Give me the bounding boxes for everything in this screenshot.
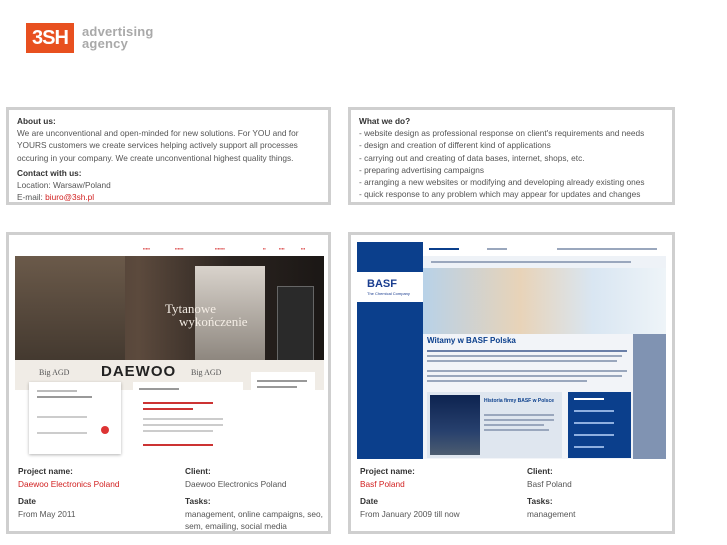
- project-card-basf[interactable]: [348, 232, 675, 534]
- daewoo-hero-heading: Tytanowe wykończenie: [165, 301, 248, 329]
- what-item: - arranging a new websites or modifying and developing already existing ones: [359, 177, 645, 188]
- what-item: - quick response to any problem which may appear for updates and changes: [359, 189, 641, 200]
- date-value: From May 2011: [18, 508, 76, 519]
- project-screenshot-daewoo[interactable]: [15, 242, 324, 459]
- what-item: - website design as professional response on client's requirements and needs: [359, 128, 645, 139]
- basf-hero-image: [423, 268, 666, 334]
- client-value: Daewoo Electronics Poland: [185, 478, 287, 489]
- logo[interactable]: [26, 23, 154, 53]
- basf-building-photo: [430, 395, 480, 455]
- date-label: Date: [360, 496, 378, 506]
- client-label: Client:: [185, 466, 211, 476]
- what-item: - carrying out and creating of data bases, internet, shops, etc.: [359, 152, 585, 163]
- contact-location: Location: Warsaw/Poland: [17, 180, 111, 191]
- client-value: Basf Poland: [527, 478, 572, 489]
- logo-tagline-line1: advertising: [82, 24, 154, 39]
- project-name-link[interactable]: Basf Poland: [360, 478, 405, 489]
- about-box: [6, 107, 331, 205]
- client-label: Client:: [527, 466, 553, 476]
- project-name-label: Project name:: [18, 466, 73, 476]
- daewoo-catalog-card: [251, 372, 315, 422]
- about-title: About us:: [17, 116, 56, 126]
- daewoo-logo: DAEWOO: [101, 363, 177, 380]
- contact-email-link[interactable]: biuro@3sh.pl: [45, 192, 95, 203]
- contact-title: Contact with us:: [17, 167, 82, 178]
- logo-mark[interactable]: 3SH: [26, 23, 74, 53]
- daewoo-news-card: [133, 382, 243, 459]
- daewoo-product-card: [29, 382, 121, 454]
- tasks-value: management, online campaigns, seo, sem, emailing, social media: [185, 508, 323, 531]
- daewoo-right-tag: Big AGD: [191, 368, 222, 377]
- what-we-do-box: [348, 107, 675, 205]
- what-item: - design and creation of different kind of applications: [359, 140, 551, 151]
- daewoo-left-tag: Big AGD: [39, 368, 70, 377]
- contact-email-label: E-mail:: [17, 192, 46, 203]
- tasks-label: Tasks:: [185, 496, 211, 506]
- basf-subheading: Historia firmy BASF w Polsce: [484, 398, 555, 404]
- logo-tagline-line2: agency: [82, 36, 129, 51]
- what-title: What we do?: [359, 116, 411, 126]
- date-label: Date: [18, 496, 36, 506]
- basf-right-panel: [633, 334, 666, 459]
- basf-group-box: [568, 392, 631, 458]
- project-card-daewoo[interactable]: [6, 232, 331, 534]
- what-item: - preparing advertising campaigns: [359, 164, 484, 175]
- daewoo-nav: ▪▪▪▪▪ ▪▪▪▪▪▪ ▪▪▪▪▪▪▪ ▪▪ ▪▪▪▪ ▪▪▪: [15, 242, 324, 256]
- project-screenshot-basf[interactable]: [357, 242, 666, 459]
- about-text: We are unconventional and open-minded for new solutions. For YOU and for YOURS customers we create services helping actively support all processes occuring in your company. We create unconventional highest quality things.: [17, 128, 299, 163]
- basf-heading: Witamy w BASF Polska: [427, 336, 516, 345]
- tasks-label: Tasks:: [527, 496, 553, 506]
- logo-tagline: [82, 26, 154, 50]
- date-value: From January 2009 till now: [360, 508, 460, 519]
- project-name-link[interactable]: Daewoo Electronics Poland: [18, 478, 120, 489]
- basf-logo: BASF The Chemical Company: [357, 272, 423, 302]
- project-name-label: Project name:: [360, 466, 415, 476]
- tasks-value: management: [527, 508, 576, 519]
- contact-email-row: [17, 191, 320, 203]
